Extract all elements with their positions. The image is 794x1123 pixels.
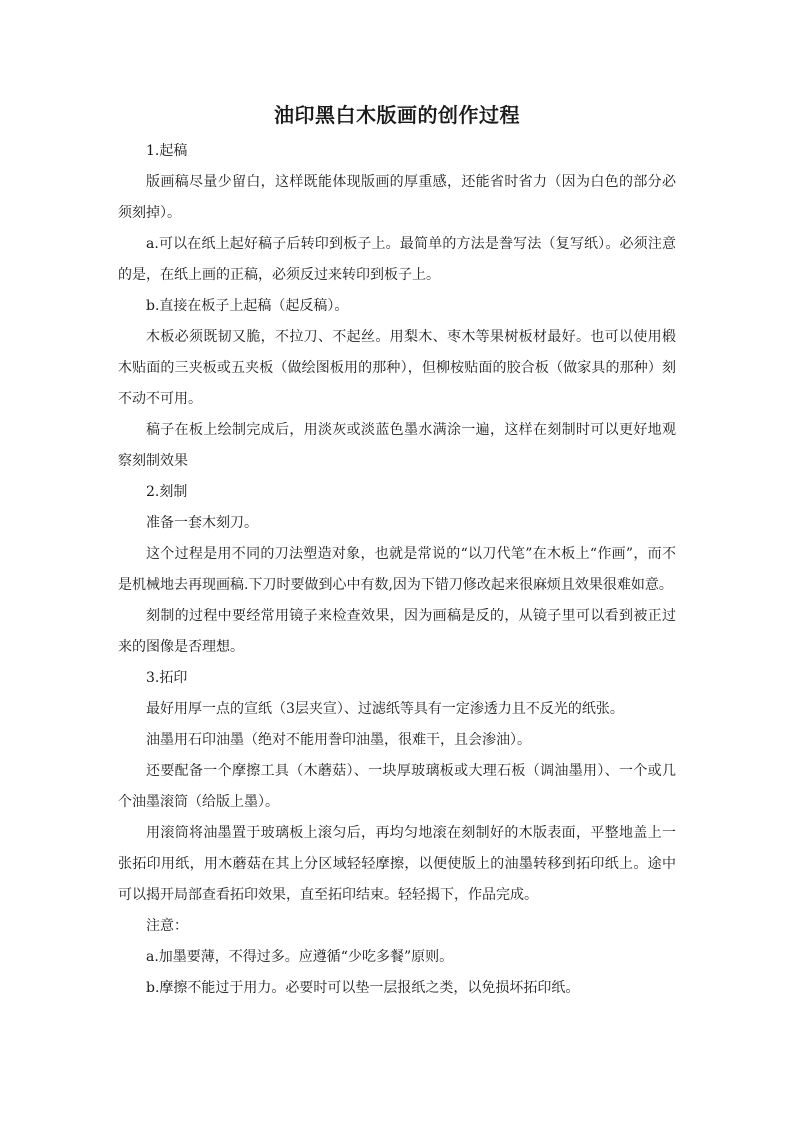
- paragraph: 准备一套木刻刀。: [146, 515, 258, 531]
- paragraph: 刻制的过程中要经常用镜子来检查效果，因为画稿是反的，从镜子里可以看到被正过来的图像是否理想。: [118, 608, 676, 655]
- paragraph: 版画稿尽量少留白，这样既能体现版画的厚重感，还能省时省力（因为白色的部分必须刻掉）。: [118, 174, 676, 221]
- paragraph: a.加墨要薄，不得过多。应遵循“少吃多餐”原则。: [146, 949, 454, 965]
- document-page: [118, 100, 676, 1004]
- paragraph: 木板必须既韧又脆，不拉刀、不起丝。用梨木、枣木等果树板材最好。也可以使用椴木贴面的三夹板或五夹板（做绘图板用的那种），但柳桉贴面的胶合板（做家具的那种）刻不动不可用。: [118, 329, 676, 407]
- paragraph: b.直接在板子上起稿（起反稿）。: [146, 298, 349, 314]
- note-heading: 注意：: [146, 918, 188, 934]
- document-title: 油印黑白木版画的创作过程: [274, 103, 520, 127]
- paragraph: 稿子在板上绘制完成后，用淡灰或淡蓝色墨水满涂一遍，这样在刻制时可以更好地观察刻制效果: [118, 422, 676, 469]
- paragraph: a.可以在纸上起好稿子后转印到板子上。最简单的方法是誊写法（复写纸）。必须注意的是，在纸上画的正稿，必须反过来转印到板子上。: [118, 236, 676, 283]
- heading-carving: 2.刻制: [146, 484, 188, 500]
- heading-drafting: 1.起稿: [146, 143, 188, 159]
- heading-printing: 3.拓印: [146, 670, 188, 686]
- paragraph: 油墨用石印油墨（绝对不能用誊印油墨，很难干，且会渗油）。: [146, 732, 531, 748]
- paragraph: b.摩擦不能过于用力。必要时可以垫一层报纸之类，以免损坏拓印纸。: [146, 980, 580, 996]
- paragraph: 用滚筒将油墨置于玻璃板上滚匀后，再均匀地滚在刻制好的木版表面，平整地盖上一张拓印用纸，用木蘑菇在其上分区域轻轻摩擦，以便使版上的油墨转移到拓印纸上。途中可以揭开局部查看拓印效果，直至拓印结束。轻轻揭下，作品完成。: [118, 825, 676, 903]
- paragraph: 这个过程是用不同的刀法塑造对象，也就是常说的“以刀代笔”在木板上“作画”，而不是机械地去再现画稿.下刀时要做到心中有数,因为下错刀修改起来很麻烦且效果很难如意。: [118, 546, 676, 593]
- paragraph: 还要配备一个摩擦工具（木蘑菇）、一块厚玻璃板或大理石板（调油墨用）、一个或几个油墨滚筒（给版上墨）。: [118, 763, 676, 810]
- paragraph: 最好用厚一点的宣纸（3层夹宣）、过滤纸等具有一定渗透力且不反光的纸张。: [146, 701, 624, 717]
